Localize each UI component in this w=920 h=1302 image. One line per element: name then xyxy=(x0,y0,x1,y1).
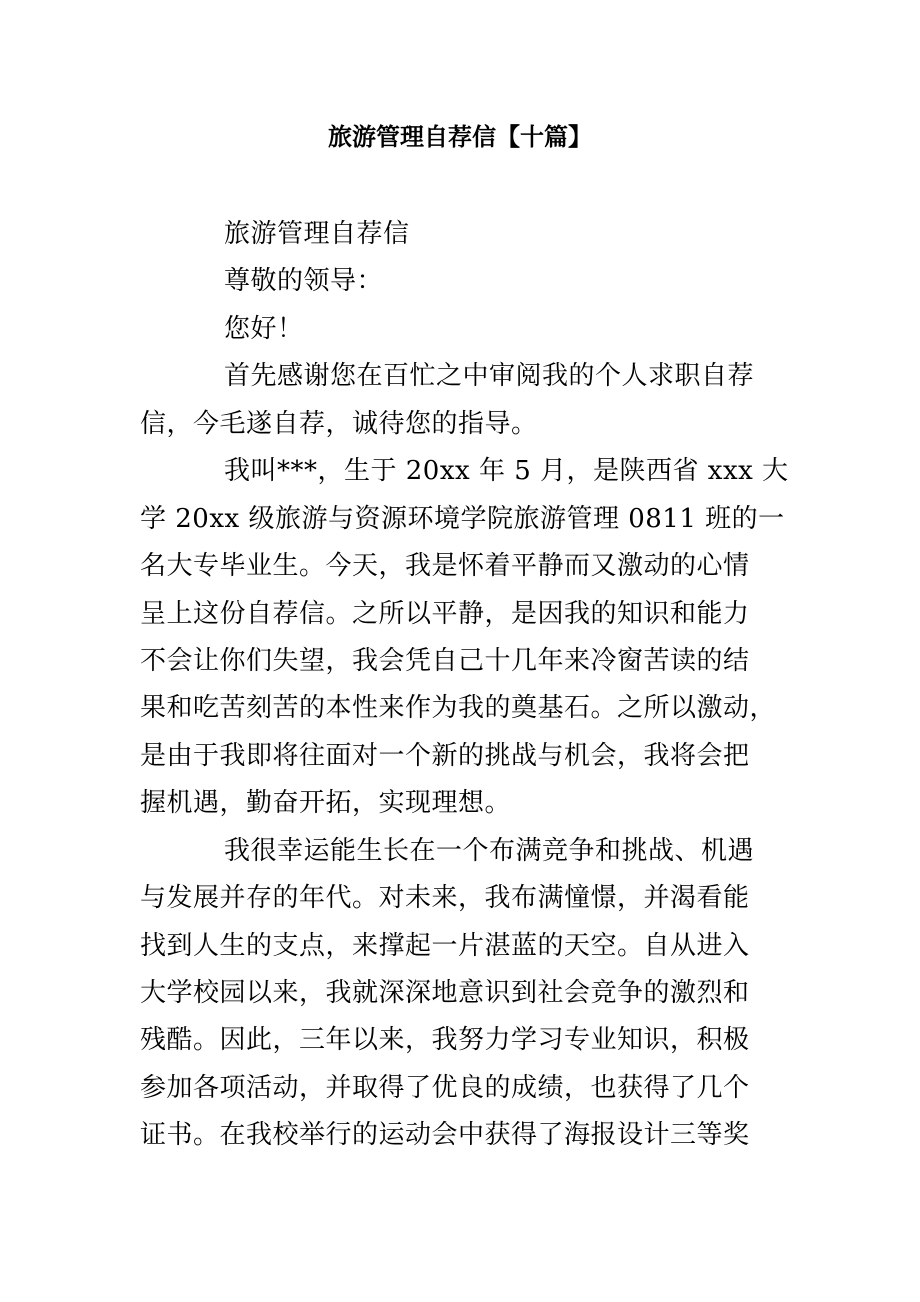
text-line: 不会让你们失望，我会凭自己十几年来冷窗苦读的结 xyxy=(140,645,750,676)
text-line: 果和吃苦刻苦的本性来作为我的奠基石。之所以激动， xyxy=(140,693,777,724)
text-line: 呈上这份自荐信。之所以平静，是因我的知识和能力 xyxy=(140,598,750,629)
paragraph xyxy=(140,258,785,305)
text-line: 尊敬的领导： xyxy=(224,266,384,297)
text-line: 名大专毕业生。今天，我是怀着平静而又激动的心情 xyxy=(140,551,750,582)
document-body xyxy=(140,211,789,1160)
text-line: 学 20xx 级旅游与资源环境学院旅游管理 0811 班的一 xyxy=(140,503,785,534)
text-line: 残酷。因此，三年以来，我努力学习专业知识，积极 xyxy=(140,1025,750,1056)
text-line: 找到人生的支点，来撑起一片湛蓝的天空。自从进入 xyxy=(140,930,750,961)
text-line: 我很幸运能生长在一个布满竞争和挑战、机遇 xyxy=(224,835,755,866)
paragraph xyxy=(140,306,785,353)
paragraph xyxy=(140,448,789,828)
paragraph xyxy=(140,353,785,448)
text-line: 我叫***，生于 20xx 年 5 月，是陕西省 xxx 大 xyxy=(224,456,789,487)
text-line: 参加各项活动，并取得了优良的成绩，也获得了几个 xyxy=(140,1072,750,1103)
text-line: 证书。在我校举行的运动会中获得了海报设计三等奖 xyxy=(140,1120,750,1151)
text-line: 与发展并存的年代。对未来，我布满憧憬，并渴看能 xyxy=(140,883,750,914)
text-line: 是由于我即将往面对一个新的挑战与机会，我将会把 xyxy=(140,740,750,771)
text-line: 信，今毛遂自荐，诚待您的指导。 xyxy=(140,408,538,439)
text-line: 您好！ xyxy=(224,313,304,344)
document-title: 旅游管理自荐信【十篇】 xyxy=(328,122,592,151)
text-line: 首先感谢您在百忙之中审阅我的个人求职自荐 xyxy=(224,361,755,392)
text-line: 大学校园以来，我就深深地意识到社会竞争的激烈和 xyxy=(140,978,750,1008)
paragraph xyxy=(140,828,785,1160)
text-line: 旅游管理自荐信 xyxy=(224,219,410,249)
paragraph xyxy=(140,211,785,258)
text-line: 握机遇，勤奋开拓，实现理想。 xyxy=(140,788,512,819)
